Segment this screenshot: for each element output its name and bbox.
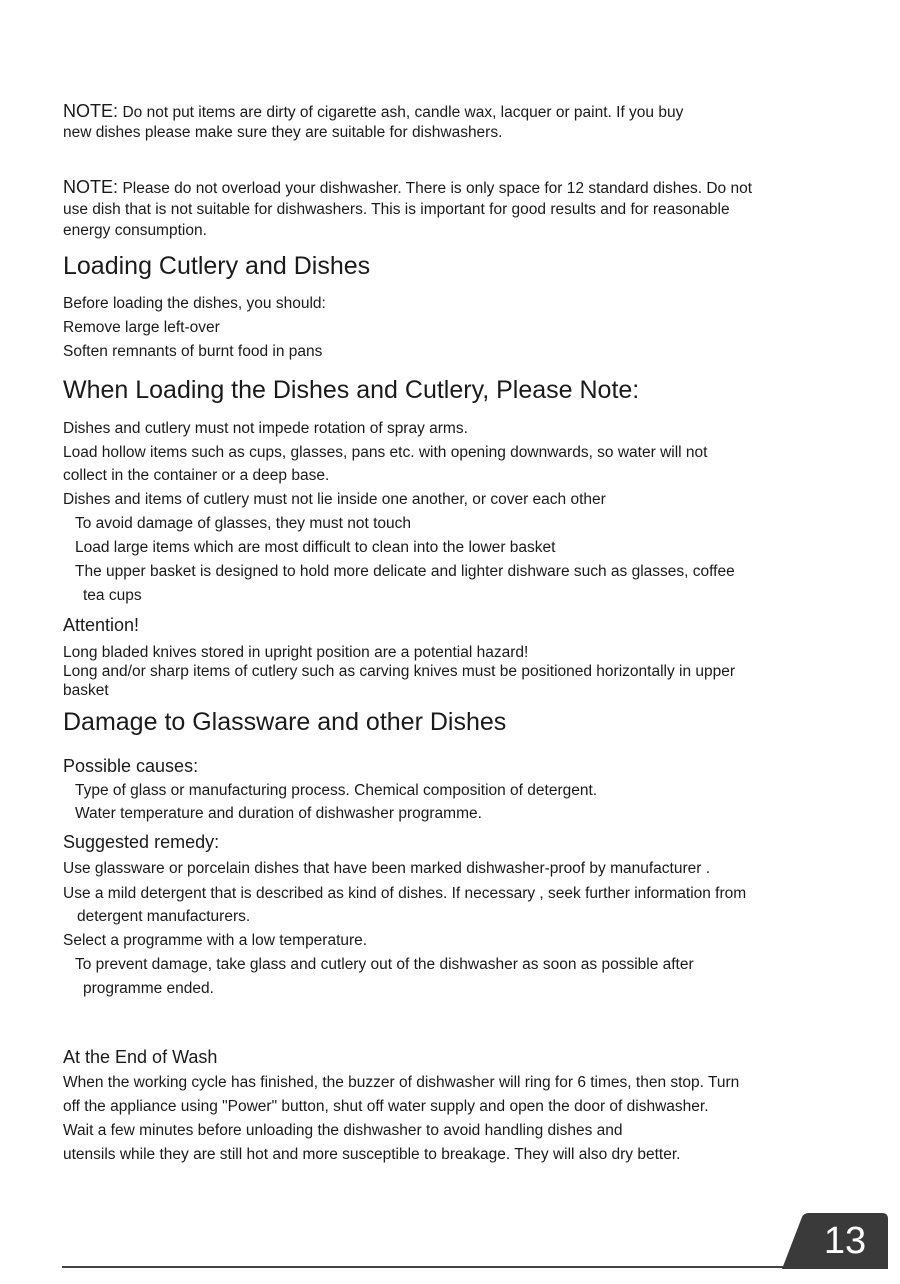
damage-heading: Damage to Glassware and other Dishes bbox=[63, 708, 507, 736]
note1-first-line bbox=[63, 101, 683, 122]
cause-line: Type of glass or manufacturing process. Chemical composition of detergent. bbox=[75, 782, 598, 799]
footer-rule bbox=[62, 1266, 802, 1268]
remedy-line: detergent manufacturers. bbox=[77, 908, 251, 925]
when-loading-line: Load hollow items such as cups, glasses, pans etc. with opening downwards, so water will not bbox=[63, 444, 708, 461]
page-number: 13 bbox=[823, 1220, 867, 1262]
end-of-wash-line: utensils while they are still hot and more susceptible to breakage. They will also dry better. bbox=[63, 1146, 681, 1163]
attention-heading: Attention! bbox=[63, 615, 140, 635]
remedy-line: Use a mild detergent that is described as kind of dishes. If necessary , seek further information from bbox=[63, 885, 747, 902]
remedy-line: Select a programme with a low temperature. bbox=[63, 932, 368, 949]
attention-line: Long and/or sharp items of cutlery such as carving knives must be positioned horizontally in upper bbox=[63, 663, 736, 680]
note2-text-line2: use dish that is not suitable for dishwashers. This is important for good results and for reasonable bbox=[63, 201, 730, 218]
loading-line: Remove large left-over bbox=[63, 319, 220, 336]
when-loading-line: To avoid damage of glasses, they must not touch bbox=[75, 515, 412, 532]
when-loading-line: tea cups bbox=[83, 587, 142, 604]
cause-line: Water temperature and duration of dishwasher programme. bbox=[75, 805, 482, 822]
attention-line: Long bladed knives stored in upright position are a potential hazard! bbox=[63, 644, 529, 661]
suggested-remedy-heading: Suggested remedy: bbox=[63, 832, 220, 852]
end-of-wash-line: When the working cycle has finished, the buzzer of dishwasher will ring for 6 times, then stop. Turn bbox=[63, 1074, 740, 1091]
when-loading-line: The upper basket is designed to hold more delicate and lighter dishware such as glasses, coffee bbox=[75, 563, 735, 580]
note1-text-line1: Do not put items are dirty of cigarette ash, candle wax, lacquer or paint. If you buy bbox=[122, 104, 684, 121]
end-of-wash-heading: At the End of Wash bbox=[63, 1047, 218, 1067]
remedy-line: Use glassware or porcelain dishes that have been marked dishwasher-proof by manufacturer . bbox=[63, 860, 711, 877]
end-of-wash-line: off the appliance using "Power" button, shut off water supply and open the door of dishwasher. bbox=[63, 1098, 709, 1115]
loading-line: Before loading the dishes, you should: bbox=[63, 295, 326, 312]
when-loading-heading: When Loading the Dishes and Cutlery, Please Note: bbox=[63, 376, 640, 404]
when-loading-line: collect in the container or a deep base. bbox=[63, 467, 330, 484]
note1-label: NOTE: bbox=[63, 101, 119, 121]
note2-first-line bbox=[63, 177, 752, 198]
loading-heading: Loading Cutlery and Dishes bbox=[63, 252, 371, 280]
when-loading-line: Dishes and cutlery must not impede rotation of spray arms. bbox=[63, 420, 468, 437]
when-loading-line: Load large items which are most difficult to clean into the lower basket bbox=[75, 539, 556, 556]
loading-line: Soften remnants of burnt food in pans bbox=[63, 343, 323, 360]
remedy-line: programme ended. bbox=[83, 980, 214, 997]
note1-text-line2: new dishes please make sure they are suitable for dishwashers. bbox=[63, 124, 503, 141]
possible-causes-heading: Possible causes: bbox=[63, 756, 199, 776]
end-of-wash-line: Wait a few minutes before unloading the dishwasher to avoid handling dishes and bbox=[63, 1122, 623, 1139]
note2-text-line1: Please do not overload your dishwasher. There is only space for 12 standard dishes. Do not bbox=[122, 180, 753, 197]
remedy-line: To prevent damage, take glass and cutlery out of the dishwasher as soon as possible after bbox=[75, 956, 694, 973]
note2-text-line3: energy consumption. bbox=[63, 222, 207, 239]
note2-label: NOTE: bbox=[63, 177, 119, 197]
attention-line: basket bbox=[63, 682, 109, 699]
when-loading-line: Dishes and items of cutlery must not lie inside one another, or cover each other bbox=[63, 491, 606, 508]
